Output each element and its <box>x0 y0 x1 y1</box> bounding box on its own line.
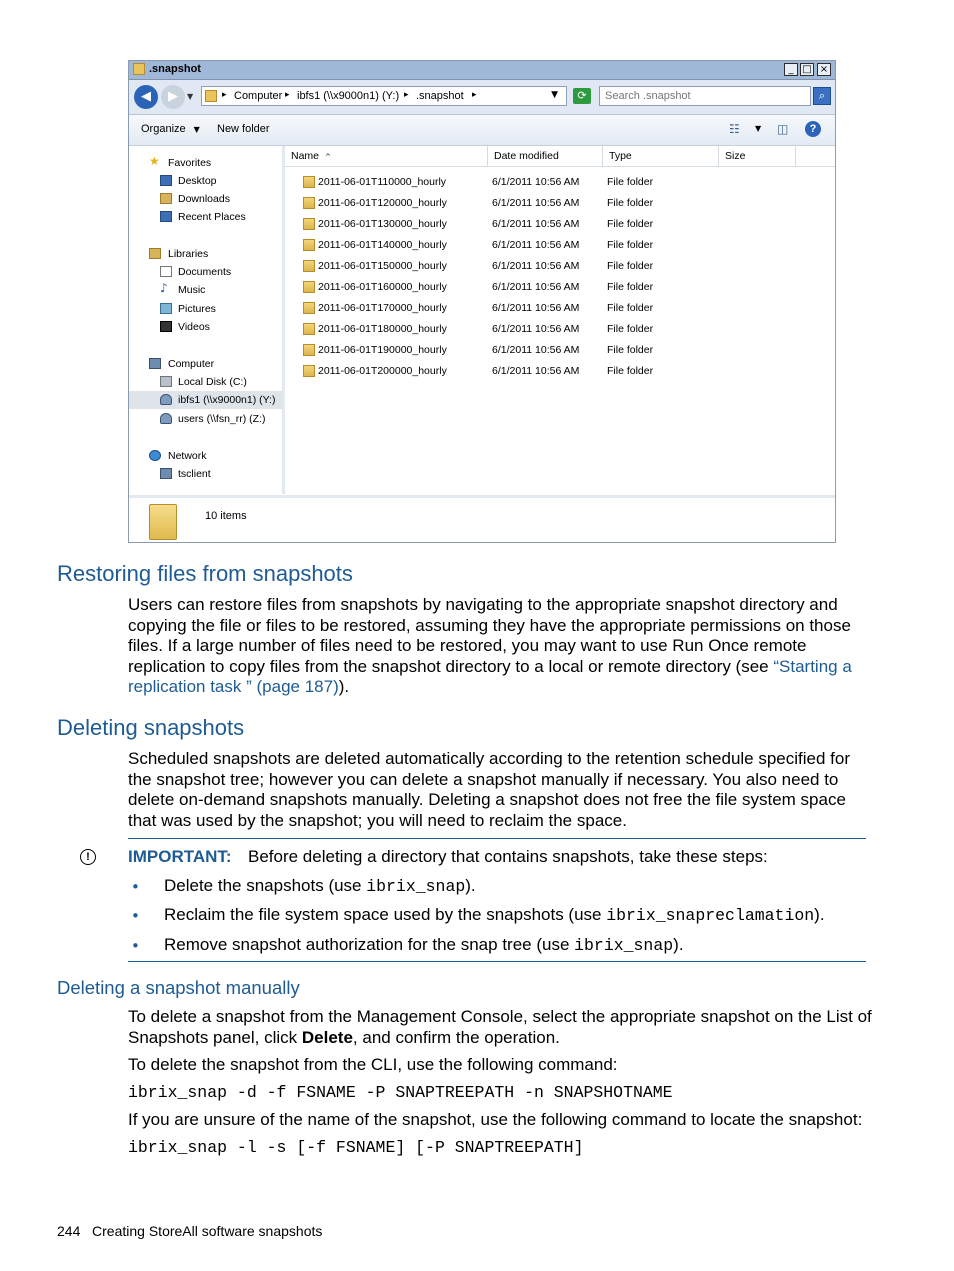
file-name: 2011-06-01T150000_hourly <box>318 260 447 272</box>
bullet-icon: • <box>131 937 140 955</box>
nav-label: users (\\fsn_rr) (Z:) <box>178 413 266 425</box>
nav-pictures[interactable] <box>129 300 282 318</box>
file-date: 6/1/2011 10:56 AM <box>492 260 580 272</box>
folder-icon <box>303 197 315 209</box>
libraries-icon <box>149 248 161 259</box>
file-row[interactable] <box>285 298 835 319</box>
important-text: Before deleting a directory that contains snapshots, take these steps: <box>248 847 768 866</box>
step-item <box>164 905 825 925</box>
file-list <box>285 146 835 494</box>
section-heading-restoring: Restoring files from snapshots <box>57 561 353 586</box>
file-type: File folder <box>607 344 654 356</box>
step-command: ibrix_snap <box>366 877 466 896</box>
command-bar <box>129 115 835 146</box>
breadcrumb-separator-icon: ▸ <box>222 90 227 100</box>
network-drive-icon <box>160 394 172 405</box>
file-date: 6/1/2011 10:56 AM <box>492 323 580 335</box>
column-name[interactable] <box>285 146 488 166</box>
step-text-end: ). <box>673 935 684 954</box>
chevron-down-icon: ▼ <box>193 125 200 134</box>
file-type: File folder <box>607 302 654 314</box>
file-name: 2011-06-01T170000_hourly <box>318 302 447 314</box>
important-icon: ! <box>80 849 96 865</box>
documents-icon <box>160 266 172 277</box>
column-type[interactable]: Type <box>603 146 719 166</box>
file-type: File folder <box>607 323 654 335</box>
folder-icon <box>149 504 177 540</box>
computer-icon <box>160 468 172 479</box>
pictures-icon <box>160 303 172 314</box>
nav-local-disk[interactable] <box>129 373 282 391</box>
file-type: File folder <box>607 260 654 272</box>
nav-label: Network <box>168 450 207 462</box>
footer-title: Creating StoreAll software snapshots <box>92 1223 323 1239</box>
step-text: Delete the snapshots (use <box>164 876 367 895</box>
nav-tsclient[interactable] <box>129 465 282 483</box>
folder-icon <box>303 323 315 335</box>
file-name: 2011-06-01T160000_hourly <box>318 281 447 293</box>
nav-label: Recent Places <box>178 211 246 223</box>
back-arrow-icon[interactable]: ◀ <box>134 85 158 109</box>
file-name: 2011-06-01T140000_hourly <box>318 239 447 251</box>
network-icon <box>149 450 161 461</box>
file-row[interactable] <box>285 256 835 277</box>
folder-icon <box>303 365 315 377</box>
important-top-rule <box>128 838 866 839</box>
step-command: ibrix_snapreclamation <box>606 906 815 925</box>
window-title: .snapshot <box>149 63 201 75</box>
computer-icon <box>149 358 161 369</box>
breadcrumb-drive[interactable]: ibfs1 (\\x9000n1) (Y:) <box>297 90 400 102</box>
nav-label: tsclient <box>178 468 211 480</box>
page-number: 244 <box>57 1223 81 1239</box>
folder-icon <box>303 344 315 356</box>
close-button[interactable]: × <box>817 63 831 76</box>
nav-label: Downloads <box>178 193 230 205</box>
nav-label: Videos <box>178 321 210 333</box>
delete-term: Delete <box>301 1027 353 1047</box>
nav-label: Documents <box>178 266 232 278</box>
desktop-icon <box>160 175 172 186</box>
maximize-button[interactable]: □ <box>800 63 814 76</box>
file-type: File folder <box>607 197 654 209</box>
file-date: 6/1/2011 10:56 AM <box>492 197 580 209</box>
history-dropdown-icon[interactable]: ▼ <box>187 92 194 101</box>
search-icon[interactable]: ⌕ <box>813 87 831 105</box>
nav-music[interactable] <box>129 281 282 299</box>
file-name: 2011-06-01T110000_hourly <box>318 176 447 188</box>
file-name: 2011-06-01T130000_hourly <box>318 218 447 230</box>
section-heading-deleting: Deleting snapshots <box>57 715 245 740</box>
column-name-label: Name <box>291 150 320 162</box>
explorer-window <box>128 60 836 543</box>
title-bar <box>129 61 835 80</box>
restoring-text: Users can restore files from snapshots by navigating to the appropriate snapshot directory and copying the file or files to be restored, assuming they have the appropriate permissions on those files. If a large number of files need to be restored, you may want to use Run Once remote replication to copy files from the snapshot directory to a local or remote directory (see <box>128 595 851 676</box>
file-date: 6/1/2011 10:56 AM <box>492 302 580 314</box>
subsection-heading-manual: Deleting a snapshot manually <box>57 977 300 998</box>
manual-paragraph-1 <box>128 1007 873 1048</box>
file-name: 2011-06-01T120000_hourly <box>318 197 447 209</box>
file-date: 6/1/2011 10:56 AM <box>492 344 580 356</box>
nav-computer[interactable] <box>129 355 282 373</box>
step-text: Remove snapshot authorization for the snap tree (use <box>164 935 575 954</box>
step-text-end: ). <box>465 876 476 895</box>
file-row[interactable] <box>285 319 835 340</box>
preview-pane-icon[interactable]: ◫ <box>777 122 789 136</box>
nav-documents[interactable] <box>129 263 282 281</box>
file-row[interactable] <box>285 361 835 382</box>
recent-places-icon <box>160 211 172 222</box>
column-size[interactable]: Size <box>719 146 796 166</box>
nav-recent-places[interactable] <box>129 208 282 226</box>
folder-icon <box>303 281 315 293</box>
file-name: 2011-06-01T180000_hourly <box>318 323 447 335</box>
file-row[interactable] <box>285 340 835 361</box>
hard-disk-icon <box>160 376 172 387</box>
search-input[interactable] <box>599 86 811 106</box>
manual-paragraph-2: To delete the snapshot from the CLI, use the following command: <box>128 1055 618 1074</box>
nav-ibfs1-drive[interactable] <box>129 391 282 409</box>
bullet-icon: • <box>131 878 140 896</box>
view-options-icon[interactable]: ☷ <box>729 122 740 136</box>
help-icon[interactable]: ? <box>805 121 821 137</box>
nav-network[interactable] <box>129 447 282 465</box>
restoring-text-end: ). <box>338 677 350 697</box>
nav-label: Pictures <box>178 303 216 315</box>
breadcrumb-snapshot[interactable]: .snapshot <box>416 90 464 102</box>
file-type: File folder <box>607 218 654 230</box>
nav-desktop[interactable] <box>129 172 282 190</box>
folder-icon <box>133 63 145 75</box>
breadcrumb-separator-icon: ▸ <box>472 90 477 100</box>
item-count: 10 items <box>205 510 247 522</box>
file-row[interactable] <box>285 235 835 256</box>
details-pane <box>129 495 835 543</box>
file-row[interactable] <box>285 277 835 298</box>
chevron-down-icon[interactable]: ▼ <box>551 90 558 100</box>
nav-label: Music <box>178 284 206 296</box>
manual-paragraph-3: If you are unsure of the name of the snapshot, use the following command to locate the snapshot: <box>128 1110 863 1129</box>
step-command: ibrix_snap <box>574 936 674 955</box>
nav-favorites[interactable] <box>129 154 282 172</box>
step-item <box>164 876 476 896</box>
sort-ascending-icon: ^ <box>325 153 331 161</box>
file-date: 6/1/2011 10:56 AM <box>492 176 580 188</box>
organize-label: Organize <box>141 123 186 135</box>
folder-icon <box>303 176 315 188</box>
nav-users-drive[interactable] <box>129 410 282 428</box>
file-type: File folder <box>607 365 654 377</box>
file-date: 6/1/2011 10:56 AM <box>492 365 580 377</box>
file-name: 2011-06-01T190000_hourly <box>318 344 447 356</box>
file-type: File folder <box>607 239 654 251</box>
file-row[interactable] <box>285 172 835 193</box>
forward-arrow-icon[interactable]: ▶ <box>161 85 185 109</box>
videos-icon <box>160 321 172 332</box>
restoring-paragraph <box>128 595 873 698</box>
nav-label: Libraries <box>168 248 209 260</box>
file-name: 2011-06-01T200000_hourly <box>318 365 447 377</box>
delete-command: ibrix_snap -d -f FSNAME -P SNAPTREEPATH -n SNAPSHOTNAME <box>128 1083 673 1102</box>
nav-label: Computer <box>168 358 215 370</box>
breadcrumb-separator-icon: ▸ <box>404 90 409 100</box>
address-field[interactable] <box>201 86 567 106</box>
nav-label: Desktop <box>178 175 217 187</box>
star-icon: ★ <box>149 154 160 168</box>
navigation-pane <box>129 146 285 494</box>
column-date-modified[interactable]: Date modified <box>488 146 603 166</box>
list-command: ibrix_snap -l -s [-f FSNAME] [-P SNAPTREEPATH] <box>128 1138 584 1157</box>
address-bar-area <box>129 80 835 115</box>
replication-task-link[interactable]: “Starting a replication task ” (page 187) <box>128 656 852 697</box>
page-footer <box>57 1223 322 1239</box>
nav-label: Local Disk (C:) <box>178 376 247 388</box>
file-date: 6/1/2011 10:56 AM <box>492 218 580 230</box>
deleting-paragraph: Scheduled snapshots are deleted automatically according to the retention schedule specified for the snapshot tree; however you can delete a snapshot manually if necessary. You also need to delete on-demand snapshots manually. Deleting a snapshot does not free the file system space that was used by the snapshot; you will need to reclaim the space. <box>128 749 851 830</box>
refresh-icon[interactable]: ⟳ <box>573 88 591 104</box>
minimize-button[interactable]: _ <box>784 63 798 76</box>
step-item <box>164 935 684 955</box>
breadcrumb-separator-icon: ▸ <box>285 90 290 100</box>
folder-icon <box>303 302 315 314</box>
step-text-end: ). <box>814 905 825 924</box>
folder-icon <box>303 239 315 251</box>
music-icon: ♪ <box>160 281 168 295</box>
manual-text-end: , and confirm the operation. <box>352 1027 560 1047</box>
file-type: File folder <box>607 176 654 188</box>
nav-label: ibfs1 (\\x9000n1) (Y:) <box>178 394 276 406</box>
folder-icon <box>205 90 217 102</box>
network-drive-icon <box>160 413 172 424</box>
chevron-down-icon[interactable]: ▼ <box>755 124 762 133</box>
column-header-row <box>285 146 835 167</box>
file-row[interactable] <box>285 214 835 235</box>
bullet-icon: • <box>131 907 140 925</box>
downloads-icon <box>160 193 172 204</box>
step-text: Reclaim the file system space used by the snapshots (use <box>164 905 607 924</box>
folder-icon <box>303 260 315 272</box>
organize-button[interactable] <box>141 123 200 135</box>
nav-downloads[interactable] <box>129 190 282 208</box>
file-row[interactable] <box>285 193 835 214</box>
important-label: IMPORTANT: <box>128 847 232 866</box>
important-bottom-rule <box>128 961 866 962</box>
nav-videos[interactable] <box>129 318 282 336</box>
file-date: 6/1/2011 10:56 AM <box>492 239 580 251</box>
file-type: File folder <box>607 281 654 293</box>
nav-libraries[interactable] <box>129 245 282 263</box>
new-folder-button[interactable]: New folder <box>217 123 270 135</box>
file-date: 6/1/2011 10:56 AM <box>492 281 580 293</box>
nav-label: Favorites <box>168 157 212 169</box>
manual-text: To delete a snapshot from the Management Console, select the appropriate snapshot on the List of Snapshots panel, click <box>128 1007 872 1047</box>
folder-icon <box>303 218 315 230</box>
breadcrumb-computer[interactable]: Computer <box>234 90 283 102</box>
